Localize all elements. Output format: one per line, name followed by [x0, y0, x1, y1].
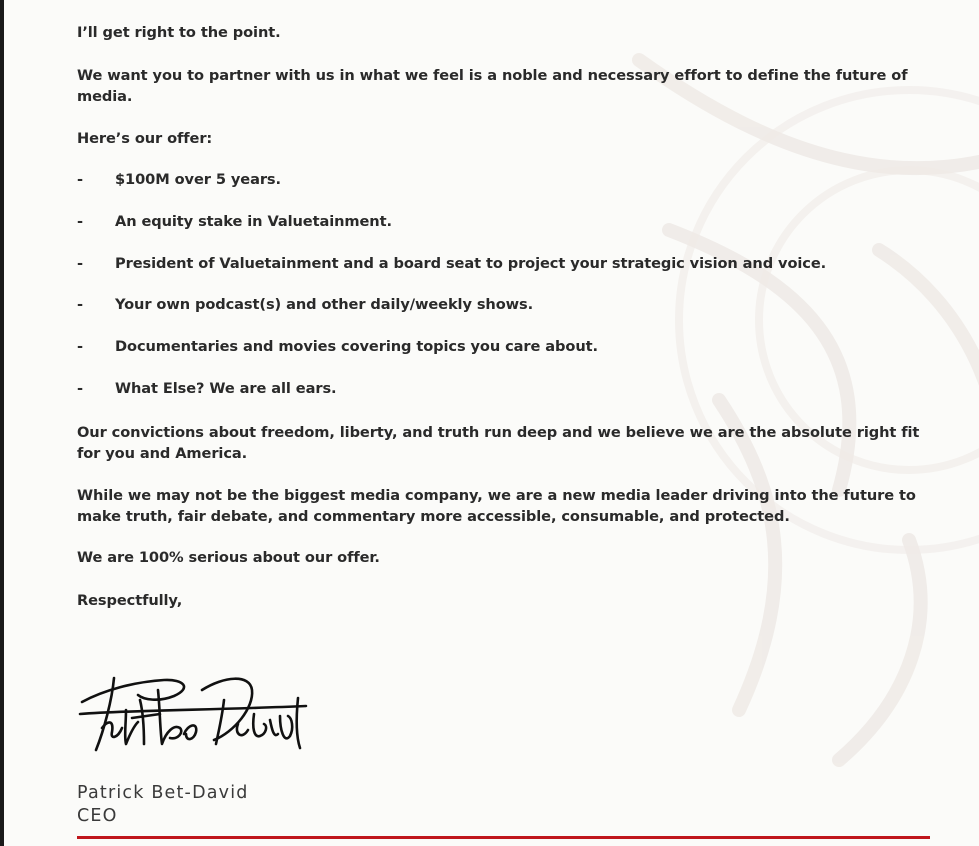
- convictions-paragraph-line1: Our convictions about freedom, liberty, and truth run deep and we believe we are the absolute right fit: [77, 424, 920, 441]
- bullet-item-compensation: $100M over 5 years.: [115, 171, 281, 188]
- bullet-item-equity: An equity stake in Valuetainment.: [115, 213, 392, 230]
- media-leader-paragraph-line2: make truth, fair debate, and commentary more accessible, consumable, and protected.: [77, 508, 790, 525]
- bullet-dash: -: [77, 255, 84, 272]
- bullet-item-documentaries: Documentaries and movies covering topics you care about.: [115, 338, 598, 355]
- bullet-dash: -: [77, 338, 84, 355]
- bullet-dash: -: [77, 171, 84, 188]
- bullet-item-podcasts: Your own podcast(s) and other daily/weekly shows.: [115, 296, 534, 313]
- bullet-item-what-else: What Else? We are all ears.: [115, 380, 337, 397]
- closing-salutation: Respectfully,: [77, 592, 183, 609]
- bullet-item-president: President of Valuetainment and a board seat to project your strategic vision and voice.: [115, 255, 827, 272]
- letter-page: [4, 0, 979, 846]
- serious-statement: We are 100% serious about our offer.: [77, 549, 380, 566]
- bullet-dash: -: [77, 213, 84, 230]
- media-leader-paragraph-line1: While we may not be the biggest media company, we are a new media leader driving into the future to: [77, 487, 916, 504]
- signer-name: Patrick Bet-David: [77, 783, 249, 803]
- signature-image: [74, 640, 314, 760]
- watermark-emblem-icon: [579, 20, 979, 780]
- bullet-dash: -: [77, 380, 84, 397]
- convictions-paragraph-line2: for you and America.: [77, 445, 248, 462]
- signer-title: CEO: [77, 806, 118, 826]
- footer-red-divider: [77, 836, 930, 839]
- partner-paragraph-line2: media.: [77, 88, 133, 105]
- partner-paragraph-line1: We want you to partner with us in what we feel is a noble and necessary effort to define the future of: [77, 67, 908, 84]
- opening-line: I’ll get right to the point.: [77, 24, 281, 41]
- bullet-dash: -: [77, 296, 84, 313]
- offer-intro: Here’s our offer:: [77, 130, 213, 147]
